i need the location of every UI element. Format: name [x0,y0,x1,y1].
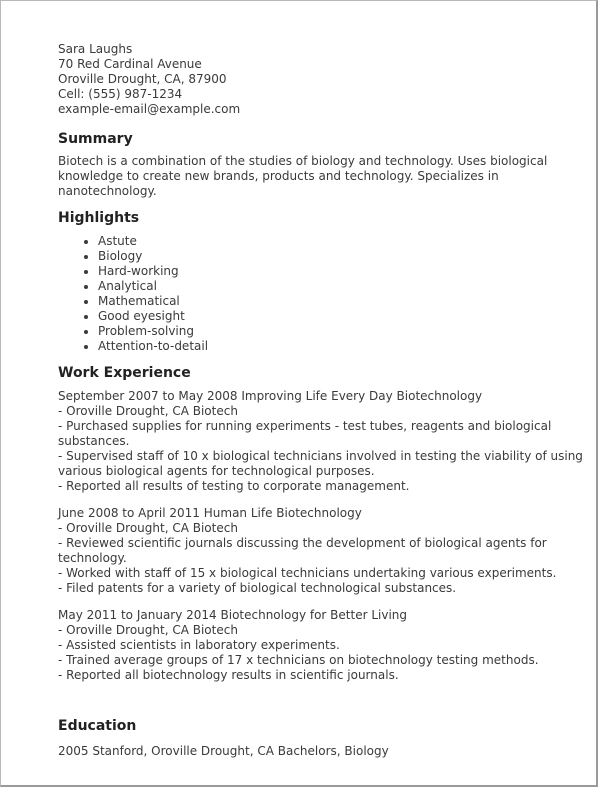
job-line: - Purchased supplies for running experiments - test tubes, reagents and biological substances. [58,419,552,448]
work-experience-heading: Work Experience [58,365,191,381]
highlight-item: • Attention-to-detail [98,339,586,354]
job-title: September 2007 to May 2008 Improving Life Every Day Biotechnology [58,389,483,403]
highlight-item: • Mathematical [98,294,586,309]
job-title: June 2008 to April 2011 Human Life Biotechnology [58,506,362,520]
highlight-item: • Biology [98,249,586,264]
contact-city: Oroville Drought, CA, 87900 [58,72,227,86]
highlights-list [58,234,586,354]
job-line: - Oroville Drought, CA Biotech [58,521,238,535]
highlight-item: • Astute [98,234,586,249]
highlight-item: • Hard-working [98,264,586,279]
job-line: - Reviewed scientific journals discussing the development of biological agents for technology. [58,536,547,565]
contact-email: example-email@example.com [58,102,241,116]
job-line: - Reported all results of testing to corporate management. [58,479,410,493]
highlights-heading: Highlights [58,210,140,226]
job-line: - Oroville Drought, CA Biotech [58,623,238,637]
highlight-item: • Good eyesight [98,309,586,324]
highlight-item: • Analytical [98,279,586,294]
contact-block [58,42,586,117]
contact-name: Sara Laughs [58,42,133,56]
job-line: - Reported all biotechnology results in scientific journals. [58,668,399,682]
education-heading: Education [58,718,137,734]
job-line: - Oroville Drought, CA Biotech [58,404,238,418]
job-entry [58,608,586,683]
summary-heading: Summary [58,131,133,147]
contact-phone: Cell: (555) 987-1234 [58,87,183,101]
contact-address: 70 Red Cardinal Avenue [58,57,202,71]
job-line: - Filed patents for a variety of biological technological substances. [58,581,457,595]
summary-text: Biotech is a combination of the studies of biology and technology. Uses biological knowledge to create new brands, products and technology. Specializes in nanotechnology. [58,154,548,198]
education-text: 2005 Stanford, Oroville Drought, CA Bachelors, Biology [58,744,389,758]
job-entry [58,389,586,494]
job-line: - Supervised staff of 10 x biological technicians involved in testing the viability of using various biological agents for technological purposes. [58,449,583,478]
job-line: - Trained average groups of 17 x technicians on biotechnology testing methods. [58,653,539,667]
highlight-item: • Problem-solving [98,324,586,339]
job-entry [58,506,586,596]
job-title: May 2011 to January 2014 Biotechnology for Better Living [58,608,408,622]
job-line: - Assisted scientists in laboratory experiments. [58,638,340,652]
job-line: - Worked with staff of 15 x biological technicians undertaking various experiments. [58,566,557,580]
